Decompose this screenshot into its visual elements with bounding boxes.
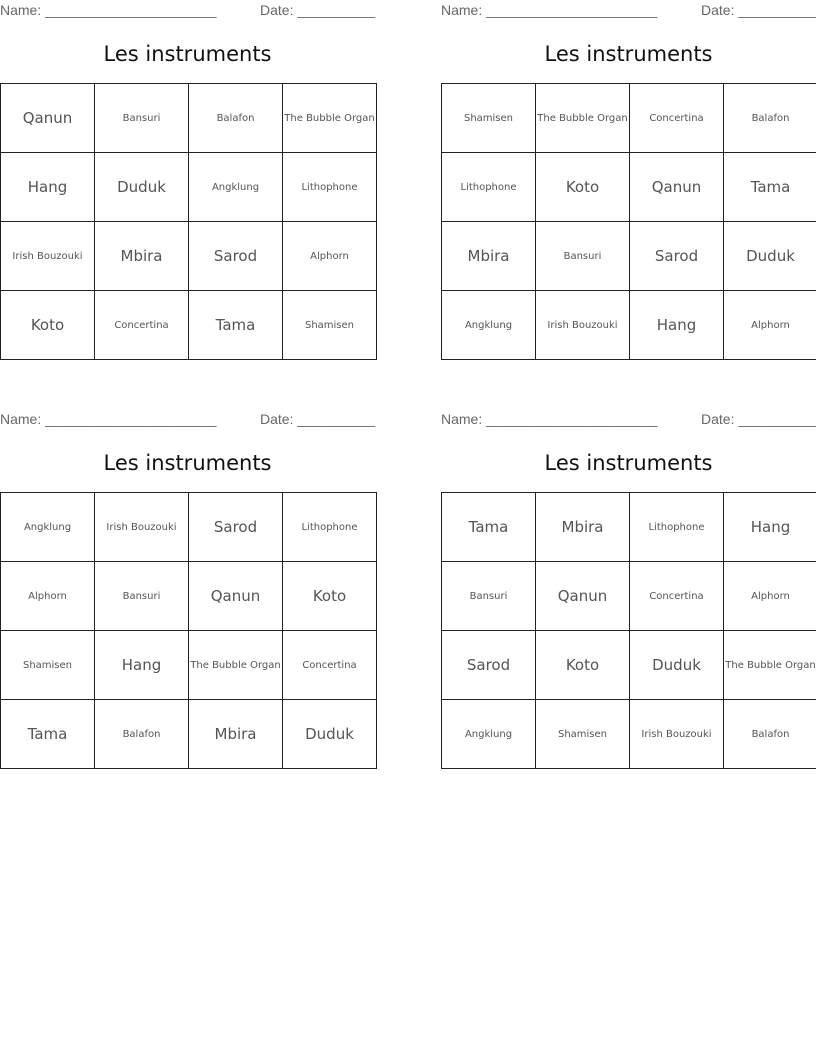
bingo-cell: Bansuri: [95, 562, 189, 631]
date-field-label: Date: __________: [260, 411, 376, 427]
bingo-cell: Duduk: [724, 222, 816, 291]
bingo-cell: Alphorn: [724, 562, 816, 631]
bingo-cell: The Bubble Organ: [283, 84, 377, 153]
bingo-grid: [441, 83, 816, 360]
bingo-cell: Sarod: [630, 222, 724, 291]
bingo-cell: Concertina: [283, 631, 377, 700]
card-title: Les instruments: [103, 42, 272, 66]
bingo-cell: Angklung: [442, 700, 536, 769]
bingo-cell: Hang: [95, 631, 189, 700]
grid-row: [1, 291, 377, 360]
bingo-cell: Hang: [724, 493, 816, 562]
bingo-cell: Concertina: [95, 291, 189, 360]
bingo-cell: Shamisen: [536, 700, 630, 769]
card-title: Les instruments: [544, 42, 713, 66]
bingo-cell: Irish Bouzouki: [536, 291, 630, 360]
bingo-cell: Koto: [536, 153, 630, 222]
bingo-cell: Mbira: [442, 222, 536, 291]
bingo-cell: Duduk: [95, 153, 189, 222]
card-title: Les instruments: [103, 451, 272, 475]
bingo-cell: Tama: [442, 493, 536, 562]
bingo-cell: Lithophone: [630, 493, 724, 562]
card-header: [441, 2, 816, 20]
bingo-cell: Irish Bouzouki: [95, 493, 189, 562]
bingo-cell: Lithophone: [283, 493, 377, 562]
bingo-cell: Mbira: [536, 493, 630, 562]
grid-row: [442, 631, 816, 700]
grid-row: [1, 222, 377, 291]
bingo-cell: Sarod: [189, 493, 283, 562]
bingo-cell: The Bubble Organ: [724, 631, 816, 700]
bingo-cell: Koto: [1, 291, 95, 360]
name-field-label: Name: ______________________: [441, 2, 658, 18]
bingo-cell: Irish Bouzouki: [1, 222, 95, 291]
card-header: [0, 2, 375, 20]
grid-row: [442, 84, 816, 153]
bingo-cell: Tama: [1, 700, 95, 769]
grid-row: [1, 493, 377, 562]
bingo-card-3: [0, 409, 375, 799]
bingo-cell: The Bubble Organ: [189, 631, 283, 700]
bingo-cell: Qanun: [630, 153, 724, 222]
bingo-cell: Koto: [283, 562, 377, 631]
card-header: [441, 411, 816, 429]
grid-row: [442, 493, 816, 562]
bingo-cell: Tama: [189, 291, 283, 360]
grid-row: [1, 562, 377, 631]
date-field-label: Date: __________: [701, 2, 816, 18]
bingo-cell: Angklung: [189, 153, 283, 222]
card-header: [0, 411, 375, 429]
grid-row: [442, 222, 816, 291]
bingo-cell: Shamisen: [442, 84, 536, 153]
bingo-cell: Shamisen: [283, 291, 377, 360]
bingo-cell: Balafon: [724, 84, 816, 153]
grid-row: [442, 700, 816, 769]
bingo-cell: Koto: [536, 631, 630, 700]
bingo-cell: Sarod: [189, 222, 283, 291]
grid-row: [442, 153, 816, 222]
grid-row: [442, 562, 816, 631]
bingo-cell: Duduk: [630, 631, 724, 700]
bingo-grid: [0, 83, 377, 360]
bingo-card-1: [0, 0, 375, 390]
bingo-grid: [0, 492, 377, 769]
card-title: Les instruments: [544, 451, 713, 475]
date-field-label: Date: __________: [701, 411, 816, 427]
bingo-cell: Qanun: [189, 562, 283, 631]
bingo-cell: Mbira: [189, 700, 283, 769]
bingo-cell: The Bubble Organ: [536, 84, 630, 153]
bingo-cell: Shamisen: [1, 631, 95, 700]
bingo-cell: Concertina: [630, 84, 724, 153]
date-field-label: Date: __________: [260, 2, 376, 18]
bingo-cell: Bansuri: [442, 562, 536, 631]
name-field-label: Name: ______________________: [0, 411, 217, 427]
bingo-cell: Bansuri: [536, 222, 630, 291]
bingo-cell: Bansuri: [95, 84, 189, 153]
bingo-cell: Irish Bouzouki: [630, 700, 724, 769]
bingo-grid: [441, 492, 816, 769]
bingo-cell: Tama: [724, 153, 816, 222]
grid-row: [1, 631, 377, 700]
grid-row: [1, 84, 377, 153]
bingo-cell: Hang: [630, 291, 724, 360]
bingo-cell: Angklung: [1, 493, 95, 562]
bingo-cell: Balafon: [189, 84, 283, 153]
bingo-cell: Alphorn: [724, 291, 816, 360]
bingo-cell: Duduk: [283, 700, 377, 769]
bingo-cell: Qanun: [1, 84, 95, 153]
bingo-card-4: [441, 409, 816, 799]
bingo-cell: Alphorn: [1, 562, 95, 631]
bingo-cell: Qanun: [536, 562, 630, 631]
bingo-cell: Mbira: [95, 222, 189, 291]
bingo-cell: Angklung: [442, 291, 536, 360]
name-field-label: Name: ______________________: [0, 2, 217, 18]
bingo-cell: Sarod: [442, 631, 536, 700]
grid-row: [1, 153, 377, 222]
grid-row: [442, 291, 816, 360]
bingo-cell: Lithophone: [442, 153, 536, 222]
grid-row: [1, 700, 377, 769]
bingo-cell: Hang: [1, 153, 95, 222]
bingo-cell: Alphorn: [283, 222, 377, 291]
name-field-label: Name: ______________________: [441, 411, 658, 427]
bingo-cell: Lithophone: [283, 153, 377, 222]
bingo-cell: Balafon: [724, 700, 816, 769]
bingo-cell: Concertina: [630, 562, 724, 631]
bingo-cell: Balafon: [95, 700, 189, 769]
bingo-card-2: [441, 0, 816, 390]
